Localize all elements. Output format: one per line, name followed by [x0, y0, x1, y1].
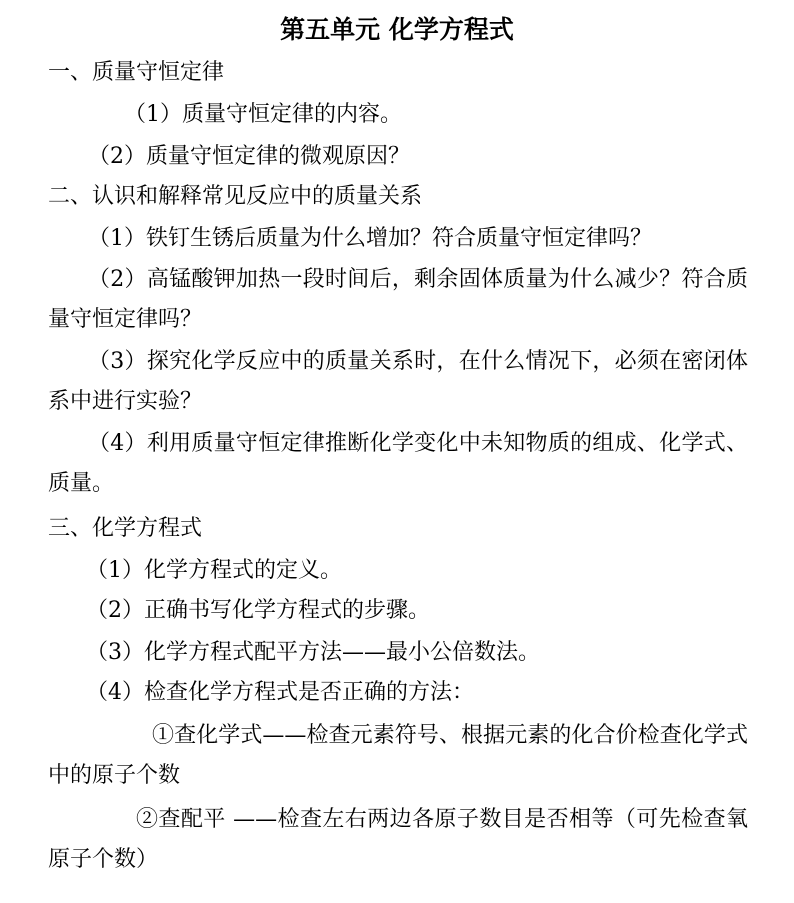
list-item-wrapped: （2）高锰酸钾加热一段时间后，剩余固体质量为什么减少？符合质量守恒定律吗？ [48, 267, 748, 332]
list-item: （4）检查化学方程式是否正确的方法： [86, 680, 474, 705]
list-item-wrapped: （3）探究化学反应中的质量关系时，在什么情况下，必须在密闭体系中进行实验？ [48, 349, 748, 414]
section-heading-1: 一、质量守恒定律 [48, 60, 225, 85]
list-item: （1）质量守恒定律的内容。 [124, 102, 402, 127]
section-heading-2: 二、认识和解释常见反应中的质量关系 [48, 184, 423, 209]
page-title: 第五单元 化学方程式 [280, 15, 514, 44]
list-item: （1）铁钉生锈后质量为什么增加？符合质量守恒定律吗？ [88, 226, 652, 251]
list-item-wrapped: （4）利用质量守恒定律推断化学变化中未知物质的组成、化学式、质量。 [48, 431, 748, 496]
section-heading-3: 三、化学方程式 [48, 516, 203, 541]
list-item: （3）化学方程式配平方法——最小公倍数法。 [86, 640, 540, 665]
list-item: （1）化学方程式的定义。 [86, 558, 342, 583]
sub-item-wrapped: ②查配平 ——检查左右两边各原子数目是否相等（可先检查氧原子个数） [48, 807, 748, 872]
list-item: （2）正确书写化学方程式的步骤。 [86, 598, 430, 623]
sub-item-wrapped: ①查化学式——检查元素符号、根据元素的化合价检查化学式中的原子个数 [48, 723, 748, 788]
list-item: （2）质量守恒定律的微观原因？ [88, 144, 410, 169]
